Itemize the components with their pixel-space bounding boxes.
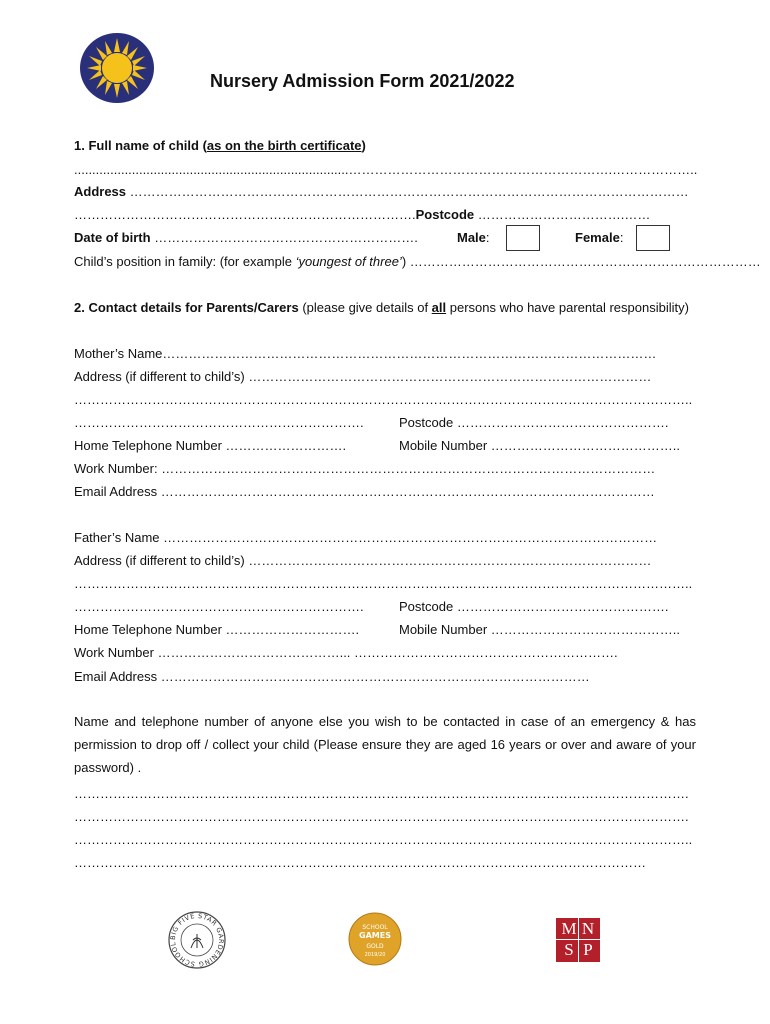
mother-name-row: [74, 346, 696, 362]
mother-email-field[interactable]: ……………………………………………………………………………………………………: [160, 484, 655, 499]
mother-email-row: [74, 484, 696, 500]
postcode-label: Postcode: [415, 207, 475, 222]
mother-postcode-row: [399, 415, 696, 431]
svg-text:GOLD: GOLD: [366, 943, 384, 950]
mother-postcode-field[interactable]: ………………………………………….: [456, 415, 669, 430]
father-address-row: [74, 553, 696, 569]
mother-home-tel-field[interactable]: ……………………….: [225, 438, 347, 453]
mother-name-label: Mother’s Name: [74, 346, 163, 361]
page-title: Nursery Admission Form 2021/2022: [210, 71, 515, 91]
father-name-field[interactable]: ……………………………………………………………………………………………………: [163, 530, 658, 545]
mother-address-label: Address (if different to child’s): [74, 369, 245, 384]
mnsp-letter-s: S: [564, 940, 574, 959]
dob-label: Date of birth: [74, 230, 151, 245]
position-field[interactable]: ) ………………………………………………………………………: [401, 254, 761, 269]
father-email-row: [74, 669, 696, 685]
father-address-label: Address (if different to child’s): [74, 553, 245, 568]
svg-text:GAMES: GAMES: [359, 931, 391, 940]
postcode-field[interactable]: …………………………….……: [477, 207, 651, 222]
address-field[interactable]: …………………………………………………………………………………………………………………: [129, 184, 689, 199]
father-address-field[interactable]: …………………………………………………………………………………: [248, 553, 652, 568]
mnsp-letter-p: P: [583, 940, 593, 959]
mother-email-label: Email Address: [74, 484, 158, 499]
svg-text:SCHOOL: SCHOOL: [362, 924, 388, 931]
father-postcode-field[interactable]: ………………………………………….: [456, 599, 669, 614]
mnsp-logo: [556, 918, 600, 962]
father-home-tel-row: [74, 622, 394, 638]
female-label: Female:: [575, 230, 624, 245]
gardening-school-badge: [167, 910, 227, 970]
dob-field[interactable]: …………………………………………………….: [154, 230, 418, 245]
father-home-tel-field[interactable]: ………………………….: [225, 622, 360, 637]
mnsp-letter-m: M: [561, 919, 577, 938]
mother-address-field-2[interactable]: ……………………………………………………………………………………………………………………………..: [74, 392, 693, 407]
emergency-field-2[interactable]: …………………………………………………………………………………………………………………………….: [74, 809, 689, 824]
mother-mobile-field[interactable]: ……………………………………..: [490, 438, 681, 453]
mnsp-letter-n: N: [581, 919, 595, 938]
mother-address-row: [74, 369, 696, 385]
address-field-2[interactable]: …………………………………………………………………….: [74, 207, 416, 222]
father-mobile-field[interactable]: ……………………………………..: [490, 622, 681, 637]
emergency-field-4[interactable]: ……………………………………………………………………………………………………………………: [74, 855, 646, 870]
father-work-row: [74, 645, 696, 661]
school-logo: [79, 32, 155, 104]
father-work-label: Work Number: [74, 645, 154, 660]
father-mobile-label: Mobile Number: [399, 622, 488, 637]
father-postcode-label: Postcode: [399, 599, 454, 614]
address-label: Address: [74, 184, 127, 199]
mother-home-tel-label: Home Telephone Number: [74, 438, 222, 453]
father-work-field[interactable]: ……………………………………... …………………………………………………….: [157, 645, 618, 660]
father-email-label: Email Address: [74, 669, 158, 684]
address-postcode-row: [74, 207, 696, 223]
father-name-label: Father’s Name: [74, 530, 160, 545]
section2-heading: 2. Contact details for Parents/Carers (please give details of all persons who have parental responsibility): [74, 300, 689, 315]
emergency-contact-text: Name and telephone number of anyone else you wish to be contacted in case of an emergency & has permission to drop off / collect your child (Please ensure they are aged 16 years or over and aware of your password) .: [74, 714, 696, 775]
emergency-field-3[interactable]: ……………………………………………………………………………………………………………………………..: [74, 832, 693, 847]
father-mobile-row: [399, 622, 696, 638]
svg-text:BIG FIVE STAR GARDENING SCHOOL: BIG FIVE STAR GARDENING SCHOOL: [168, 911, 226, 969]
father-address-field-3[interactable]: ………………………………………………………….: [74, 599, 364, 614]
position-row: Child’s position in family: (for example ‘youngest of three’) ………………………………………………………………………: [74, 254, 761, 269]
father-postcode-row: [399, 599, 696, 615]
father-address-field-2[interactable]: ……………………………………………………………………………………………………………………………..: [74, 576, 693, 591]
mother-home-tel-row: [74, 438, 394, 454]
mother-address-field[interactable]: …………………………………………………………………………………: [248, 369, 652, 384]
father-home-tel-label: Home Telephone Number: [74, 622, 222, 637]
emergency-field-1[interactable]: …………………………………………………………………………………………………………………………….: [74, 786, 689, 801]
father-name-row: [74, 530, 696, 546]
section1-heading: 1. Full name of child (as on the birth certificate): [74, 138, 366, 153]
female-checkbox[interactable]: [636, 225, 670, 251]
dob-row: [74, 230, 464, 246]
mother-mobile-label: Mobile Number: [399, 438, 488, 453]
male-checkbox[interactable]: [506, 225, 540, 251]
address-row: [74, 184, 696, 200]
child-name-field[interactable]: ............................................................................…………………………………………………….………………..: [74, 162, 698, 177]
mother-name-field[interactable]: ……………………………………………………………………………………………………: [162, 346, 657, 361]
mother-work-field[interactable]: ……………………………………………………………………………………………………: [161, 461, 656, 476]
mother-work-row: [74, 461, 696, 477]
father-email-field[interactable]: ………………………………………………………………………………………: [160, 669, 590, 684]
mother-address-field-3[interactable]: ………………………………………………………….: [74, 415, 364, 430]
male-label: Male:: [457, 230, 490, 245]
mother-work-label: Work Number:: [74, 461, 158, 476]
svg-text:2019/20: 2019/20: [364, 952, 386, 958]
mother-mobile-row: [399, 438, 696, 454]
mnsp-divider-vertical: [578, 918, 579, 962]
mother-postcode-label: Postcode: [399, 415, 454, 430]
school-games-gold-badge: [348, 912, 402, 966]
